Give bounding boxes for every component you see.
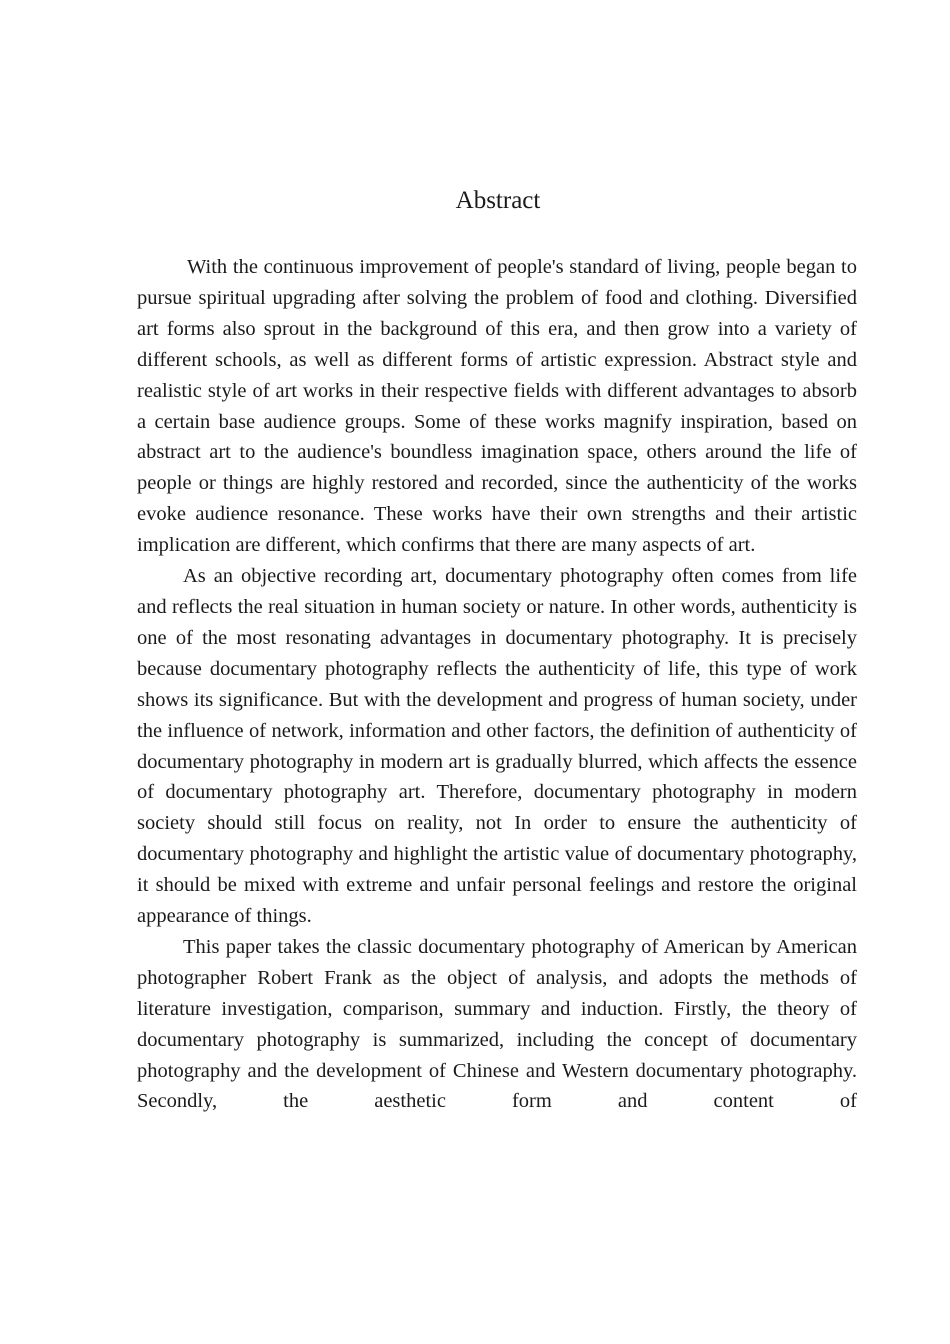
paragraph-2: As an objective recording art, documentary photography often comes from life and reflects the real situation in human society or nature. In other words, authenticity is one of the most resonating advantages in documentary photography. It is precisely because documentary photography reflects the authenticity of life, this type of work shows its significance. But with the development and progress of human society, under the influence of network, information and other factors, the definition of authenticity of documentary photography in modern art is gradually blurred, which affects the essence of documentary photography art. Therefore, documentary photography in modern society should still focus on reality, not In order to ensure the authenticity of documentary photography and highlight the artistic value of documentary photography, it should be mixed with extreme and unfair personal feelings and restore the original appearance of things. [137, 565, 857, 928]
page-title: Abstract [455, 187, 541, 214]
abstract-body [137, 252, 857, 1117]
paragraph-1: With the continuous improvement of people's standard of living, people began to pursue spiritual upgrading after solving the problem of food and clothing. Diversified art forms also sprout in the background of this era, and then grow into a variety of different schools, as well as different forms of artistic expression. Abstract style and realistic style of art works in their respective fields with different advantages to absorb a certain base audience groups. Some of these works magnify inspiration, based on abstract art to the audience's boundless imagination space, others around the life of people or things are highly restored and recorded, since the authenticity of the works evoke audience resonance. These works have their own strengths and their artistic implication are different, which confirms that there are many aspects of art. [137, 256, 857, 557]
paragraph-3: This paper takes the classic documentary photography of American by American photographer Robert Frank as the object of analysis, and adopts the methods of literature investigation, comparison, summary and induction. Firstly, the theory of documentary photography is summarized, including the concept of documentary photography and the development of Chinese and Western documentary photography. Secondly, the aesthetic form and content of [137, 935, 857, 1113]
